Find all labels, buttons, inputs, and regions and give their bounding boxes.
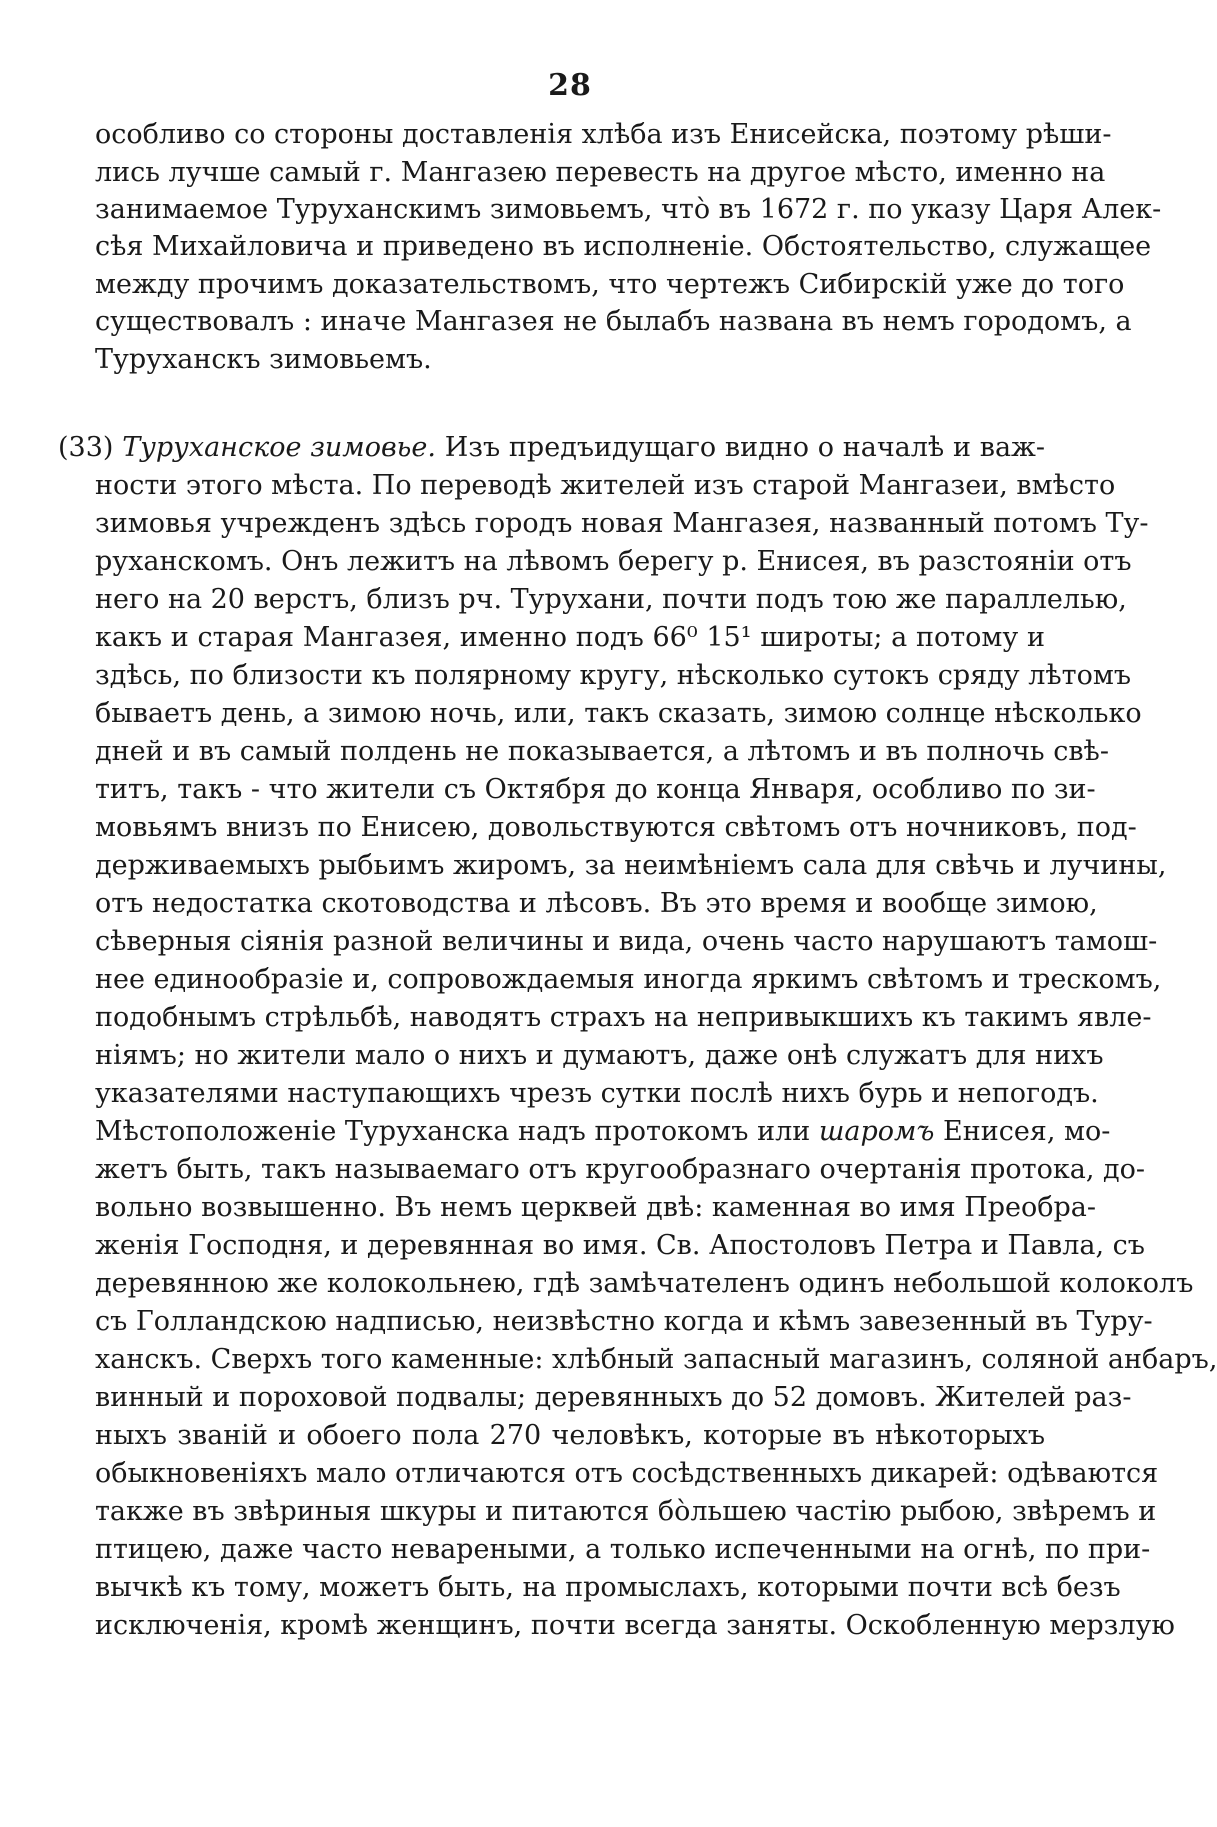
text-line: мовьямъ внизъ по Енисею, довольствуются свѣтомъ отъ ночниковъ, под- — [95, 812, 1137, 843]
text-line: ханскъ. Сверхъ того каменные: хлѣбный запасный магазинъ, соляной анбаръ, — [95, 1344, 1217, 1375]
text-line: зимовья учрежденъ здѣсь городъ новая Мангазея, названный потомъ Ту- — [95, 508, 1149, 539]
text-line: титъ, такъ - что жители съ Октября до конца Января, особливо по зи- — [95, 774, 1096, 805]
text-line: вычкѣ къ тому, можетъ быть, на промыслахъ, которыми почти всѣ безъ — [95, 1572, 1121, 1603]
text-segment: Енисея, мо- — [943, 1116, 1111, 1147]
text-line: него на 20 верстъ, близъ рч. Турухани, почти подъ тою же параллелью, — [95, 584, 1127, 615]
text-line: указателями наступающихъ чрезъ сутки послѣ нихъ бурь и непогодъ. — [95, 1078, 1099, 1109]
text-line: птицею, даже часто неварeными, а только испеченными на огнѣ, по при- — [95, 1534, 1151, 1565]
text-line: женія Господня, и деревянная во имя. Св. Апостоловъ Петра и Павла, съ — [95, 1230, 1145, 1261]
text-line: ныхъ званій и обоего пола 270 человѣкъ, которые въ нѣкоторыхъ — [95, 1420, 1045, 1451]
text-line: ности этого мѣста. По переводѣ жителей изъ старой Мангазеи, вмѣсто — [95, 470, 1116, 501]
text-line: ніямъ; но жители мало о нихъ и думаютъ, даже онѣ служатъ для нихъ — [95, 1040, 1104, 1071]
text-line: руханскомъ. Онъ лежитъ на лѣвомъ берегу р. Енисея, въ разстояніи отъ — [95, 546, 1132, 577]
text-line: занимаемое Туруханскимъ зимовьемъ, что̀ въ 1672 г. по указу Царя Алек- — [95, 194, 1162, 225]
page-number: 28 — [548, 68, 592, 103]
text-line-shar — [95, 1113, 1111, 1151]
text-line: сѣя Михайловича и приведено въ исполненіе. Обстоятельство, служащее — [95, 231, 1152, 262]
text-line: нее единообразіе и, сопровождаемыя иногда яркимъ свѣтомъ и трескомъ, — [95, 964, 1162, 995]
text-line: подобнымъ стрѣльбѣ, наводятъ страхъ на непривыкшихъ къ такимъ явле- — [95, 1002, 1152, 1033]
text-segment: Мѣстоположеніе Туруханска надъ протокомъ или — [95, 1116, 811, 1147]
text-line: лись лучше самый г. Мангазею перевесть на другое мѣсто, именно на — [95, 157, 1106, 188]
text-line: отъ недостатка скотоводства и лѣсовъ. Въ это время и вообще зимою, — [95, 888, 1098, 919]
text-line: деревянною же колокольнею, гдѣ замѣчателенъ одинъ небольшой колоколъ — [95, 1268, 1194, 1299]
text-line: Туруханскъ зимовьемъ. — [95, 344, 432, 375]
text-line: здѣсь, по близости къ полярному кругу, нѣсколько сутокъ сряду лѣтомъ — [95, 660, 1132, 691]
note-heading: Туруханское зимовье. — [122, 432, 436, 463]
text-line: вольно возвышенно. Въ немъ церквей двѣ: каменная во имя Преобра- — [95, 1192, 1097, 1223]
text-line: винный и пороховой подвалы; деревянныхъ до 52 домовъ. Жителей раз- — [95, 1382, 1132, 1413]
text-line: сѣверныя сіянія разной величины и вида, очень часто нарушаютъ тамош- — [95, 926, 1158, 957]
text-line: какъ и старая Мангазея, именно подъ 66⁰ 15¹ широты; а потому и — [95, 622, 1045, 653]
note-number: (33) — [58, 432, 114, 463]
text-line: съ Голландскою надписью, неизвѣстно когда и кѣмъ завезенный въ Туру- — [95, 1306, 1153, 1337]
italic-word-shar: шаромъ — [818, 1116, 935, 1147]
text-line: исключенія, кромѣ женщинъ, почти всегда заняты. Оскобленную мерзлую — [95, 1610, 1175, 1641]
text-line: особливо со стороны доставленія хлѣба изъ Енисейска, поэтому рѣши- — [95, 119, 1112, 150]
text-line: существовалъ : иначе Мангазея не былабъ названа въ немъ городомъ, а — [95, 306, 1132, 337]
text-line: бываетъ день, а зимою ночь, или, такъ сказать, зимою солнце нѣсколько — [95, 698, 1142, 729]
text-line: обыкновеніяхъ мало отличаются отъ сосѣдственныхъ дикарей: одѣваются — [95, 1458, 1159, 1489]
text-line: дней и въ самый полдень не показывается, а лѣтомъ и въ полночь свѣ- — [95, 736, 1109, 767]
text-line: также въ звѣриныя шкуры и питаются бо̀льшею частію рыбою, звѣремъ и — [95, 1496, 1157, 1527]
text-line: держиваемыхъ рыбьимъ жиромъ, за неимѣніемъ сала для свѣчь и лучины, — [95, 850, 1167, 881]
text-line: жетъ быть, такъ называемаго отъ кругообразнаго очертанія протока, до- — [95, 1154, 1146, 1185]
text-line: между прочимъ доказательствомъ, что чертежъ Сибирскій уже до того — [95, 269, 1125, 300]
note-first-line-text: Изъ предъидущаго видно о началѣ и важ- — [444, 432, 1046, 463]
note-first-line — [58, 429, 1045, 467]
